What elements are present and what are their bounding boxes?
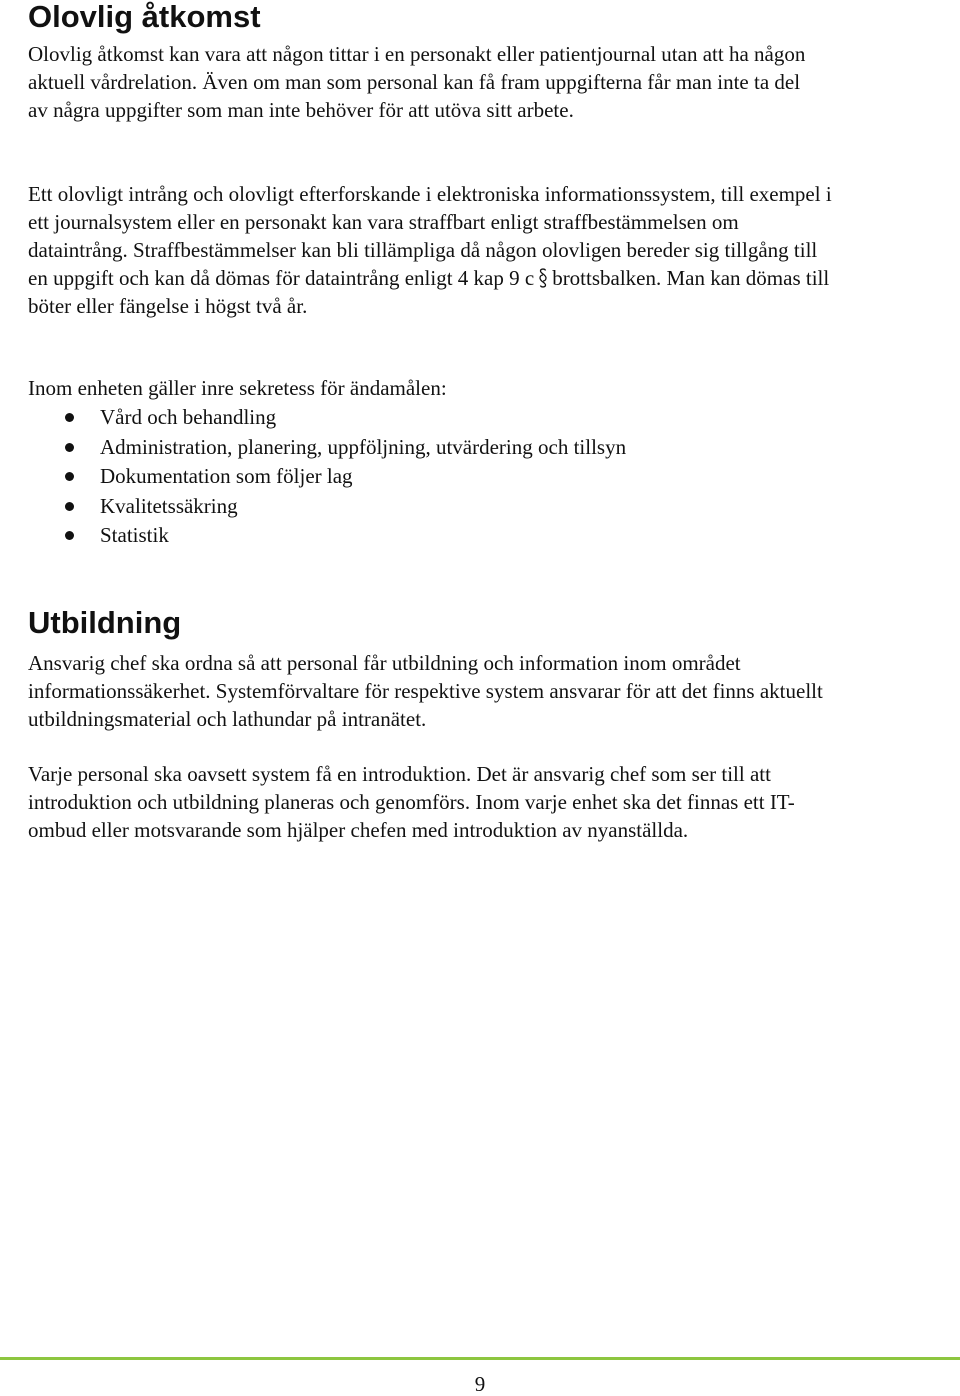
bullet-icon [65, 502, 74, 511]
paragraph-dataintrang [28, 180, 838, 320]
list-item-text: Vård och behandling [100, 405, 277, 429]
bullet-icon [65, 472, 74, 481]
list-item [28, 433, 626, 463]
bullet-icon [65, 413, 74, 422]
paragraph-introduktion: Varje personal ska oavsett system få en introduktion. Det är ansvarig chef som ser till att introduktion och utbildning planeras och genomförs. Inom varje enhet ska det finnas ett IT-ombud eller motsvarande som hjälper chefen med introduktion av nyanställda. [28, 762, 795, 842]
list-item [28, 462, 626, 492]
footer-divider [0, 1357, 960, 1360]
section-heading-olovlig-atkomst: Olovlig åtkomst [28, 0, 261, 34]
bullet-icon [65, 443, 74, 452]
page-number: 9 [474, 1372, 486, 1396]
section-heading-utbildning: Utbildning [28, 605, 182, 640]
paragraph-dataintrang-text-b: brottsbalken. Man kan dömas till böter eller fängelse i högst två år. [28, 266, 830, 318]
list-item-text: Statistik [100, 523, 169, 547]
paragraph-dataintrang-text-a: Ett olovligt intrång och olovligt efterforskande i elektroniska informationssystem, till exempel i ett journalsystem eller en personakt kan vara straffbart enligt straffbestämmelsen om dataintrång. Straffbestämmelser kan bli tillämpliga då någon olovligen bereder sig tillgång till en uppgift och kan då dömas för dataintrång enligt 4 kap 9 c [28, 182, 832, 290]
paragraph-olovlig-definition: Olovlig åtkomst kan vara att någon tittar i en personakt eller patientjournal utan att ha någon aktuell vårdrelation. Även om man som personal kan få fram uppgifterna får man inte ta del av några uppgifter som man inte behöver för att utöva sitt arbete. [28, 42, 806, 122]
purpose-list [28, 403, 626, 551]
list-item-text: Administration, planering, uppföljning, utvärdering och tillsyn [100, 434, 627, 459]
list-item [28, 403, 626, 433]
bullet-icon [65, 531, 74, 540]
list-item [28, 521, 626, 551]
list-intro: Inom enheten gäller inre sekretess för ändamålen: [28, 376, 447, 400]
paragraph-utbildning-ansvar: Ansvarig chef ska ordna så att personal får utbildning och information inom området informationssäkerhet. Systemförvaltare för respektive system ansvarar för att det finns aktuellt utbildningsmaterial och lathundar på intranätet. [28, 651, 823, 731]
list-item [28, 492, 626, 522]
section-sign-icon [538, 267, 548, 289]
list-item-text: Dokumentation som följer lag [100, 464, 353, 488]
list-item-text: Kvalitetssäkring [100, 493, 238, 518]
